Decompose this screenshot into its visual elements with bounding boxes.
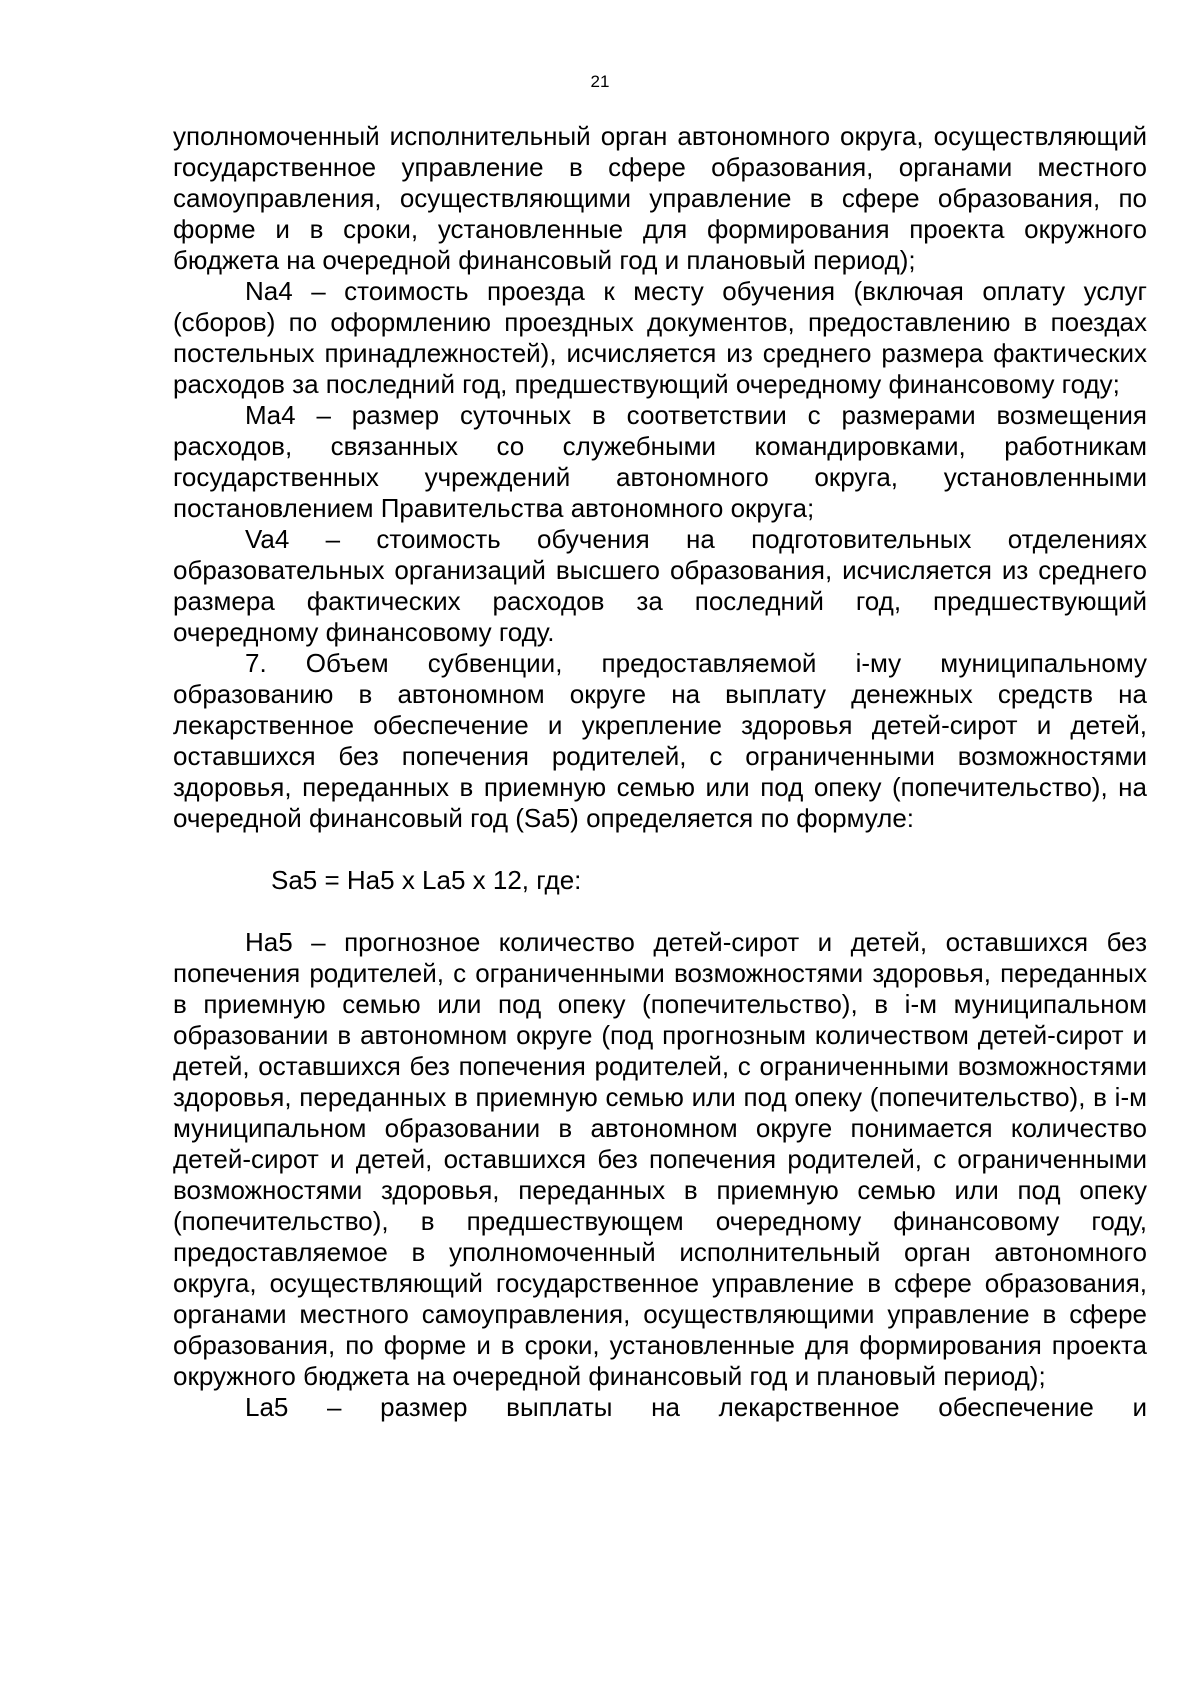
document-body <box>173 121 1147 1423</box>
paragraph-ma4-definition: Ma4 – размер суточных в соответствии с размерами возмещения расходов, связанных со служебными командировками, работникам государственных учреждений автономного округа, установленными постановлением Правительства автономного округа; <box>173 400 1147 523</box>
paragraph-va4-definition: Va4 – стоимость обучения на подготовительных отделениях образовательных организаций высшего образования, исчисляется из среднего размера фактических расходов за последний год, предшествующий очередному финансовому году. <box>173 524 1147 647</box>
formula-sa5: Sa5 = Ha5 x La5 x 12, где: <box>271 865 582 895</box>
paragraph-item-7: 7. Объем субвенции, предоставляемой i-му муниципальному образованию в автономном округе на выплату денежных средств на лекарственное обеспечение и укрепление здоровья детей-сирот и детей, оставшихся без попечения родителей, с ограниченными возможностями здоровья, переданных в приемную семью или под опеку (попечительство), на очередной финансовый год (Sa5) определяется по формуле: <box>173 648 1147 833</box>
paragraph-na4-definition: Na4 – стоимость проезда к месту обучения (включая оплату услуг (сборов) по оформлению проездных документов, предоставлению в поездах постельных принадлежностей), исчисляется из среднего размера фактических расходов за последний год, предшествующий очередному финансовому году; <box>173 276 1147 399</box>
paragraph-continuation: уполномоченный исполнительный орган автономного округа, осуществляющий государственное управление в сфере образования, органами местного самоуправления, осуществляющими управление в сфере образования, по форме и в сроки, установленные для формирования проекта окружного бюджета на очередной финансовый год и плановый период); <box>173 121 1147 275</box>
paragraph-ha5-definition: Ha5 – прогнозное количество детей-сирот и детей, оставшихся без попечения родителей, с ограниченными возможностями здоровья, переданных в приемную семью или под опеку (попечительство), в i-м муниципальном образовании в автономном округе (под прогнозным количеством детей-сирот и детей, оставшихся без попечения родителей, с ограниченными возможностями здоровья, переданных в приемную семью или под опеку (попечительство), в i-м муниципальном образовании в автономном округе понимается количество детей-сирот и детей, оставшихся без попечения родителей, с ограниченными возможностями здоровья, переданных в приемную семью или под опеку (попечительство), в предшествующем очередному финансовому году, предоставляемое в уполномоченный исполнительный орган автономного округа, осуществляющий государственное управление в сфере образования, органами местного самоуправления, осуществляющими управление в сфере образования, по форме и в сроки, установленные для формирования проекта окружного бюджета на очередной финансовый год и плановый период); <box>173 927 1147 1391</box>
paragraph-la5-definition: La5 – размер выплаты на лекарственное обеспечение и <box>245 1392 1147 1422</box>
page-number: 21 <box>590 72 610 91</box>
